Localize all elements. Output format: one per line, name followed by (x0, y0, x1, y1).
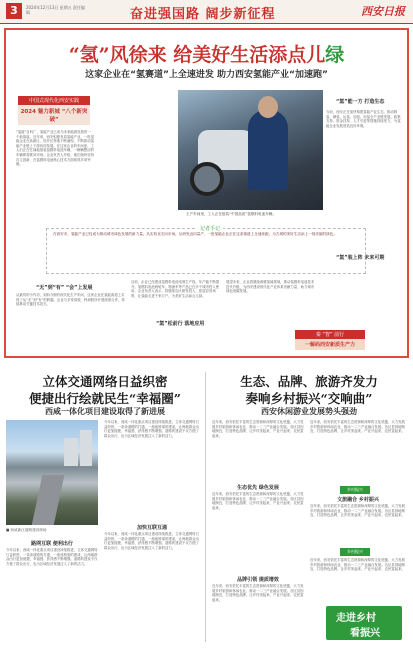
photo-caption: 王产车间里，工人正在组装“中国品质”氢燃料电池车辆。 (186, 212, 276, 216)
top-col2-text: 目前，企业已经建成氢燃料电池电堆生产线，年产能不断提升。氢燃料电池两轮车、物流车等产品已在多个城市投入使用。企业负责人表示，将继续加大研发投入，拓展应用场景，让氢能走进千家万户，为美好生活添点儿绿。 (131, 280, 220, 298)
left-headline-1[interactable]: 立体交通网络日益织密 (42, 374, 168, 389)
top-headline-text: “氢”风徐来 给美好生活添点儿 (68, 44, 326, 66)
column-divider (205, 372, 206, 642)
paper-logo: 西安日报 (361, 5, 405, 18)
city-road-photo[interactable] (6, 420, 98, 525)
left-headline-2[interactable]: 便捷出行绘就民生“幸福圈” (29, 391, 181, 406)
right-body-col5: 近年来，西安依托丰富的生态资源和深厚的文化底蕴，大力发展乡村旅游和休闲农业，推动一二三产业融合发展。各区县因地制宜，打造特色品牌，让乡村美起来、产业兴起来、农民富起来。 (310, 504, 405, 518)
banner-line-1: 走进乡村 (336, 613, 376, 624)
tag-subtitle: 一解码西安新质生产力 (295, 339, 365, 350)
page-number: 3 (6, 3, 22, 19)
left-body-col3: 今年以来，西咸一体化重点项目建设持续推进，立体交通网络日益织密。一条条道路的打通，一座座桥梁的建成，让两地群众出行更加便捷，幸福感、获得感不断增强。道路的建设不仅方便了群众出行，也为区域经济发展注入了新的活力。 (104, 532, 199, 550)
right-body-col1: 近年来，西安依托丰富的生态资源和深厚的文化底蕴，大力发展乡村旅游和休闲农业，推动一二三产业融合发展。各区县因地制宜，打造特色品牌，让乡村美起来、产业兴起来、农民富起来。 (212, 420, 304, 438)
series-subtitle: 2024 魅力新城 “八个新突破” (18, 105, 90, 125)
section-heading: “无”到“有” “会”上发展 (36, 285, 93, 291)
tag-title: 秦 “智” 前行 (295, 330, 365, 339)
worker-head (258, 96, 278, 118)
left-body-col2: 今年以来，西咸一体化重点项目建设持续推进，立体交通网络日益织密。一条条道路的打通，一座座桥梁的建成，让两地群众出行更加便捷，幸福感、获得感不断增强。道路的建设不仅方便了群众出行，也为区域经济发展注入了新的活力。 (104, 420, 199, 438)
editor-note-label: 记者手记 (197, 225, 223, 232)
top-story-frame (4, 28, 409, 358)
right-section-heading: 文旅融合 乡村振兴 (337, 497, 379, 503)
left-section-heading: 加快互联互通 (136, 525, 167, 531)
top-col4-text: 展望未来，企业将继续深耕氢能领域，推动氢燃料电池技术迭代升级，为西安建设现代化产业体系贡献力量，助力城市绿色低碳发展。 (226, 280, 315, 294)
right-section-heading: 生态优先 绿色发展 (237, 485, 279, 491)
top-headline[interactable] (6, 40, 407, 67)
page-meta: 2024年12月13日 星期五 责任编辑 (26, 5, 85, 15)
right-headline-2[interactable]: 奏响乡村振兴“交响曲” (245, 391, 373, 406)
left-body-col1: 今年以来，西咸一体化重点项目建设持续推进，立体交通网络日益织密。一条条道路的打通，一座座桥梁的建成，让两地群众出行更加便捷，幸福感、获得感不断增强。道路的建设不仅方便了群众出行，也为区域经济发展注入了新的活力。 (6, 548, 98, 566)
factory-photo[interactable] (178, 90, 323, 210)
series-title: 中国式现代化西安实践 (18, 96, 90, 105)
left-photo-caption: ■ 西咸新区道路建设现场 (6, 528, 47, 532)
editor-note-text: 在西安市，氢能产业已经成为推动城市绿色发展的新力量。从实验室走向市场，从研发迈向量产，一批氢能企业正在这条赛道上全速奔跑，为古城的美好生活添上一抹亮丽的绿色。 (53, 232, 337, 236)
top-col1b-text: 从最初的小作坊，到如今拥有现代化生产车间，这家企业在氢能赛道上实现了从“无”到“有”的跨越。企业与多家高校、科研院所开展深度合作，持续推动关键技术攻关。 (16, 293, 125, 307)
right-body-col2: 近年来，西安依托丰富的生态资源和深厚的文化底蕴，大力发展乡村旅游和休闲农业，推动一二三产业融合发展。各区县因地制宜，打造特色品牌，让乡村美起来、产业兴起来、农民富起来。 (212, 492, 304, 510)
right-subhead: 西安休闲游业发展势头强劲 (261, 407, 357, 416)
scooter-wheel (190, 162, 224, 196)
right-body-col3: 近年来，西安依托丰富的生态资源和深厚的文化底蕴，大力发展乡村旅游和休闲农业，推动一二三产业融合发展。各区县因地制宜，打造特色品牌，让乡村美起来、产业兴起来、农民富起来。 (212, 584, 304, 602)
left-section-heading: 路网互联 便利出行 (31, 541, 73, 547)
top-col1-text: “氢能”自科广，氢能产业已成为未来能源发展的一个新赛道。近年来，西安积极布局氢能产业，一批氢能企业在高新区、经开区等地不断涌现，不断推动氢能产业链上下游协同发展。在这家企业的车间里，工人们正在忙碌地组装氢燃料电池车辆，一辆辆整洁的车辆即将驶向市场。企业负责人介绍，他们始终坚持自主创新，在氢燃料电池核心技术方面取得多项突破。 (16, 130, 94, 167)
left-subhead: 西咸一体化项目建设取得了新进展 (45, 407, 165, 416)
top-subhead: 这家企业在“氢赛道”上全速进发 助力西安氢能产业“加速跑” (85, 70, 328, 80)
green-section-label: 乡村振兴 (340, 486, 370, 494)
column-tag (295, 330, 365, 350)
rural-revival-banner[interactable] (326, 606, 402, 640)
editor-note-box (46, 228, 366, 274)
section-heading: “氢”松前行 落地应用 (156, 321, 205, 327)
banner-line-2: 看振兴 (350, 628, 380, 639)
green-section-label: 乡村振兴 (340, 548, 370, 556)
top-col3-text: 当前，西安正在加快构建氢能产业生态，推动制氢、储氢、运氢、加氢、用氢全产业链发展。政策支持、资金扶持、人才引进等措施持续发力，为氢能企业发展营造良好环境。 (326, 110, 401, 128)
building-shape (80, 430, 92, 466)
right-body-col4: 近年来，西安依托丰富的生态资源和深厚的文化底蕴，大力发展乡村旅游和休闲农业，推动一二三产业融合发展。各区县因地制宜，打造特色品牌，让乡村美起来、产业兴起来、农民富起来。 (310, 420, 405, 434)
section-heading: “氢”能一方 打造生态 (336, 99, 385, 105)
building-shape (64, 438, 78, 466)
right-headline-1[interactable]: 生态、品牌、旅游齐发力 (240, 374, 378, 389)
road-shape (30, 475, 65, 525)
page-slogan: 奋进强国路 阔步新征程 (130, 7, 276, 22)
top-headline-green: 绿 (325, 44, 345, 66)
section-heading: “氢”装上阵 未来可期 (336, 255, 385, 261)
right-section-heading: 品牌引领 提质增效 (237, 577, 279, 583)
series-badge (18, 96, 90, 125)
right-body-col6: 近年来，西安依托丰富的生态资源和深厚的文化底蕴，大力发展乡村旅游和休闲农业，推动一二三产业融合发展。各区县因地制宜，打造特色品牌，让乡村美起来、产业兴起来、农民富起来。 (310, 558, 405, 572)
page-header (0, 0, 413, 24)
worker-shape (248, 110, 288, 190)
